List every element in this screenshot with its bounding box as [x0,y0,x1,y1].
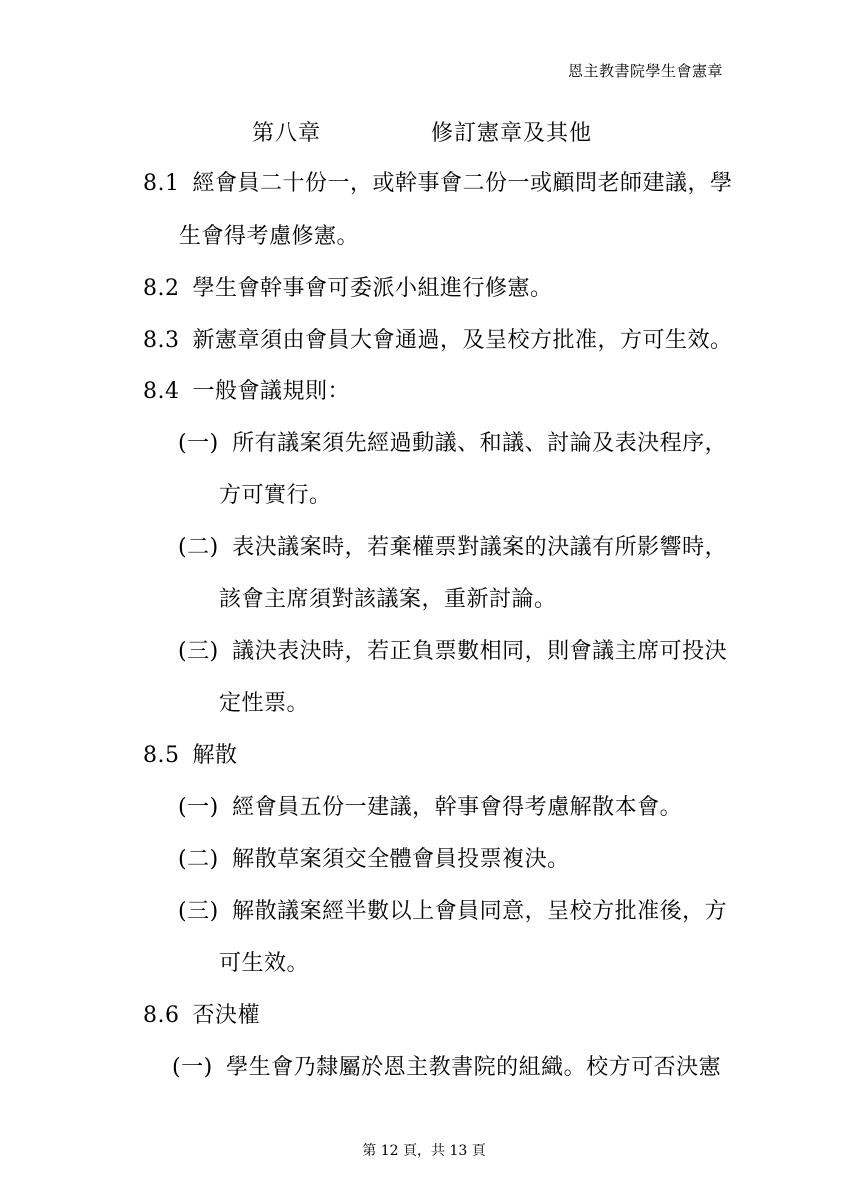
sub-clause-continuation: 方可實行。 [219,483,332,508]
clause-number: 8.2 [143,276,180,301]
clause-number: 8.6 [143,1003,180,1028]
sub-clause-text: 所有議案須先經過動議、和議、討論及表決程序， [232,431,728,456]
sub-clause-number: (三) [178,639,219,664]
clause-8-5 [143,745,238,767]
sub-clause-text: 經會員五份一建議，幹事會得考慮解散本會。 [232,795,683,820]
page-header: 恩主教書院學生會憲章 [567,62,723,80]
sub-clause-number: (二) [178,535,219,560]
sub-clause-continuation: 該會主席須對該議案，重新討論。 [219,587,557,612]
clause-8-6 [143,1005,260,1027]
sub-clause-8-4-3 [178,641,727,663]
clause-text: 一般會議規則： [192,379,351,404]
clause-text: 新憲章須由會員大會通過，及呈校方批准，方可生效。 [192,328,733,353]
chapter-title [252,116,592,147]
page-footer: 第 12 頁，共 13 頁 [362,1143,486,1159]
clause-text: 否決權 [192,1003,261,1028]
sub-clause-8-5-3 [178,901,727,923]
sub-clause-number: (三) [178,899,219,924]
sub-clause-8-4-1 [178,433,727,455]
sub-clause-text: 表決議案時，若棄權票對議案的決議有所影響時， [232,535,728,560]
sub-clause-8-6-1 [172,1057,721,1079]
clause-number: 8.1 [143,171,180,196]
clause-text: 學生會幹事會可委派小組進行修憲。 [192,276,553,301]
sub-clause-8-5-2 [178,849,570,871]
clause-number: 8.3 [143,328,180,353]
clause-number: 8.4 [143,379,180,404]
sub-clause-text: 學生會乃隸屬於恩主教書院的組織。校方可否決憲 [226,1055,722,1080]
clause-8-1 [143,173,733,195]
clause-8-4 [143,381,350,403]
clause-continuation: 生會得考慮修憲。 [179,224,360,249]
chapter-name: 修訂憲章及其他 [431,121,593,146]
clause-text: 解散 [192,743,238,768]
sub-clause-8-4-2 [178,537,727,559]
sub-clause-text: 解散議案經半數以上會員同意，呈校方批准後，方 [232,899,728,924]
sub-clause-number: (二) [178,847,219,872]
sub-clause-continuation: 可生效。 [219,951,310,976]
chapter-number: 第八章 [252,121,322,146]
sub-clause-number: (一) [178,795,219,820]
sub-clause-text: 解散草案須交全體會員投票複決。 [232,847,570,872]
clause-8-2 [143,278,553,300]
clause-text: 經會員二十份一，或幹事會二份一或顧問老師建議，學 [192,171,733,196]
clause-8-3 [143,330,733,352]
clause-number: 8.5 [143,743,180,768]
sub-clause-continuation: 定性票。 [219,691,310,716]
sub-clause-number: (一) [172,1055,213,1080]
sub-clause-8-5-1 [178,797,682,819]
sub-clause-text: 議決表決時，若正負票數相同，則會議主席可投決 [232,639,728,664]
sub-clause-number: (一) [178,431,219,456]
